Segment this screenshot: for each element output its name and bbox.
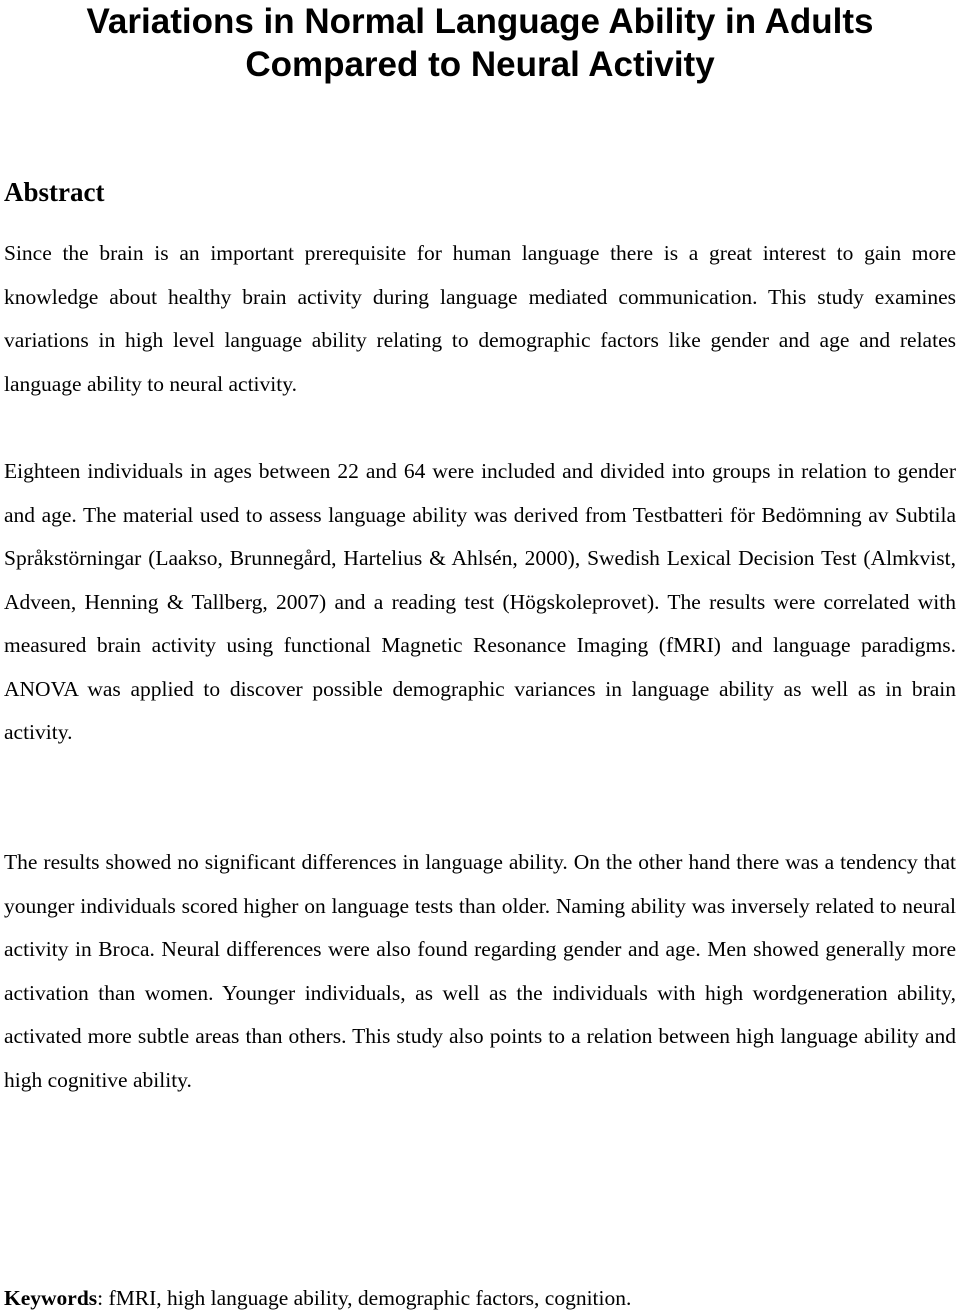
abstract-paragraph-3: The results showed no significant differences in language ability. On the other hand there was a tendency that younger individuals scored higher on language tests than older. Naming ability was inversely related to neural activity in Broca. Neural differences were also found regarding gender and age. Men showed generally more activation than women. Younger individuals, as well as the individuals with high wordgeneration ability, activated more subtle areas than others. This study also points to a relation between high language ability and high cognitive ability.	[4, 850, 956, 1092]
abstract-paragraph-1: Since the brain is an important prerequisite for human language there is a great interest to gain more knowledge about healthy brain activity during language mediated communication. This study examines variations in high level language ability relating to demographic factors like gender and age and relates language ability to neural activity.	[4, 241, 956, 396]
abstract-paragraph-2: Eighteen individuals in ages between 22 and 64 were included and divided into groups in relation to gender and age. The material used to assess language ability was derived from Testbatteri för Bedömning av Subtila Språkstörningar (Laakso, Brunnegård, Hartelius & Ahlsén, 2000), Swedish Lexical Decision Test (Almkvist, Adveen, Henning & Tallberg, 2007) and a reading test (Högskoleprovet). The results were correlated with measured brain activity using functional Magnetic Resonance Imaging (fMRI) and language paradigms. ANOVA was applied to discover possible demographic variances in language ability as well as in brain activity.	[4, 459, 956, 744]
abstract-heading: Abstract	[4, 177, 105, 207]
paper-title-line-1: Variations in Normal Language Ability in Adults	[86, 2, 874, 41]
keywords-label: Keywords	[4, 1286, 98, 1310]
keywords-line	[4, 1280, 631, 1316]
keywords-text: fMRI, high language ability, demographic factors, cognition.	[108, 1286, 632, 1310]
keywords-separator: :	[97, 1286, 109, 1310]
paper-title-line-2: Compared to Neural Activity	[245, 45, 715, 84]
paper-title	[0, 0, 960, 86]
